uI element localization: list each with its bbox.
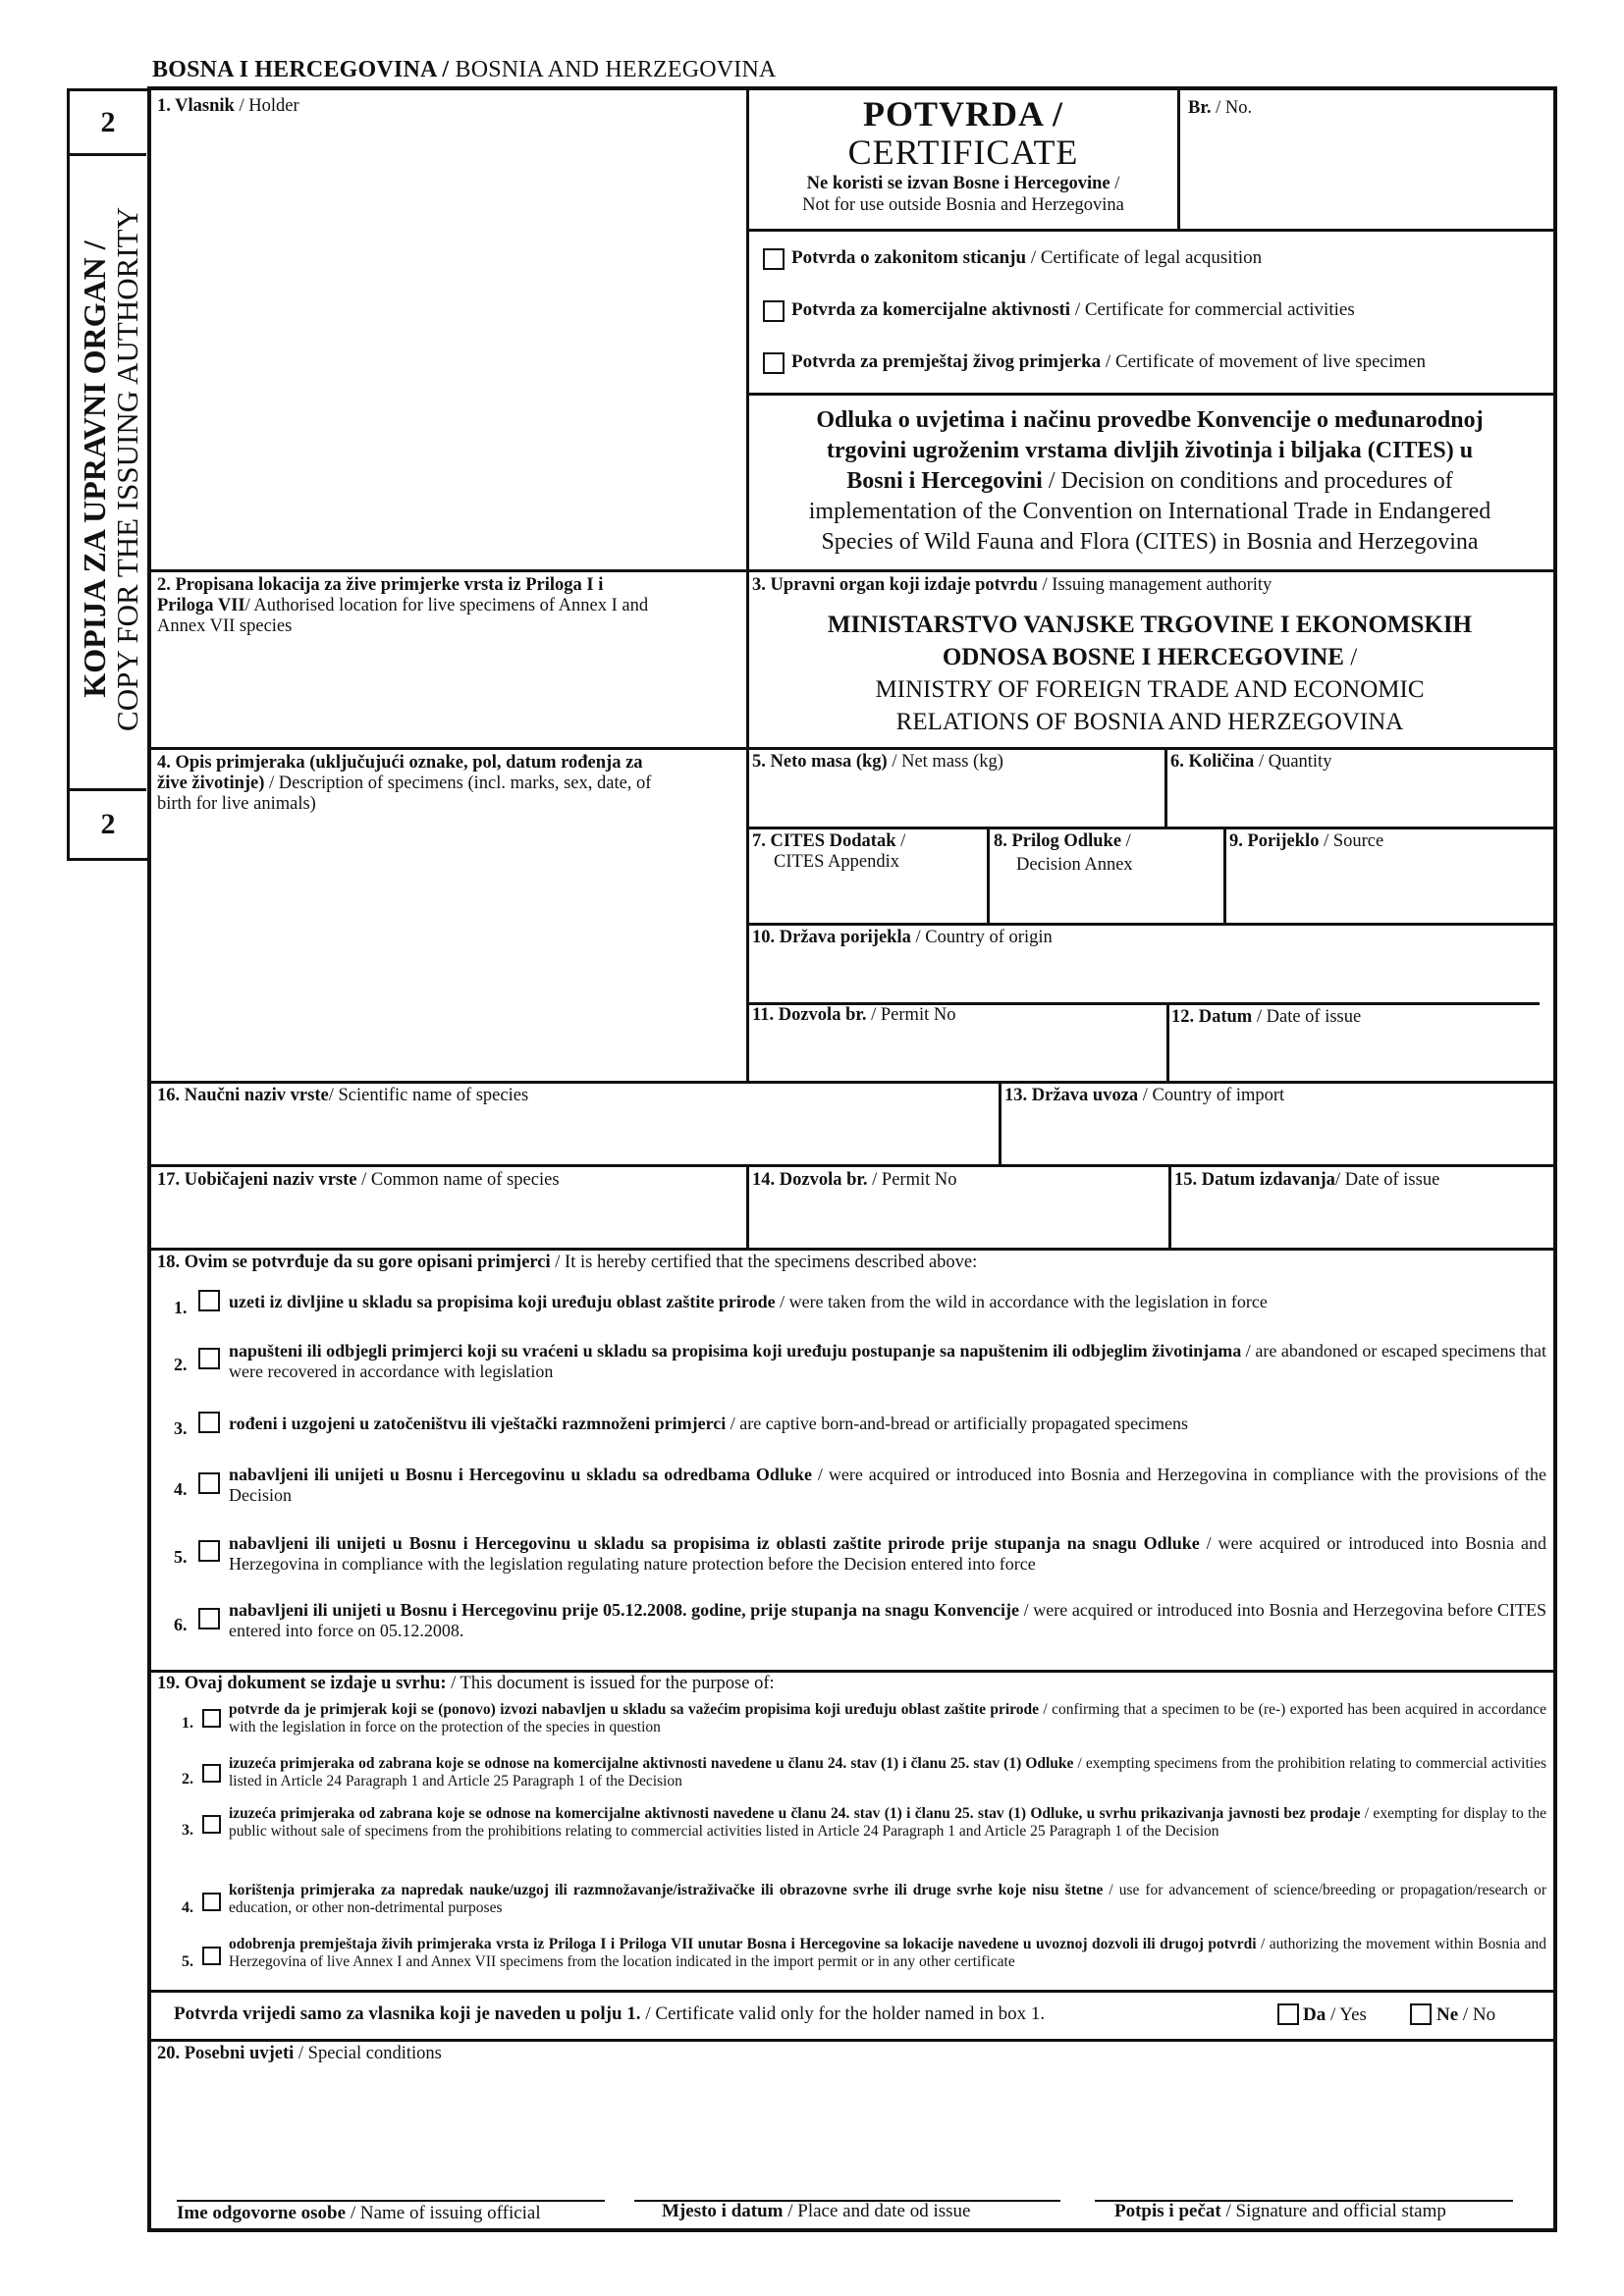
box19-item-2-text: izuzeća primjeraka od zabrana koje se odnose na komercijalne aktivnosti navedene u članu 24. stav (1) i članu 25. stav (1) Odluke / exempting specimens from the prohibition relating to commercial activities listed in Article 24 Paragraph 1 and Article 25 Paragraph 1 of the Decision [229, 1755, 1546, 1789]
box4-label: 4. Opis primjeraka (uključujući oznake, pol, datum rođenja za žive životinje) / Description of specimens (incl. marks, sex, date, of birth for live animals) [157, 753, 652, 814]
country-header-normal: BOSNIA AND HERZEGOVINA [449, 57, 777, 82]
box19-item-number: 3. [182, 1822, 193, 1839]
box19-item-4-checkbox[interactable] [202, 1893, 221, 1911]
box18-item-6-checkbox[interactable] [198, 1608, 220, 1629]
box19-item-5-text: odobrenja premještaja živih primjeraka vrsta iz Priloga I i Priloga VII unutar Bosna i Hercegovine sa lokacije navedene u uvoznoj dozvoli ili drugoj potvrdi / authorizing the movement within Bosnia and Herzegovina of live Annex I and Annex VII specimens from the location indicated in the import permit or in any other certificate [229, 1936, 1546, 1970]
box19-item-number: 2. [182, 1771, 193, 1788]
signature-line-official [177, 2200, 605, 2202]
box15-label: 15. Datum izdavanja/ Date of issue [1174, 1170, 1440, 1190]
box19-item-number: 4. [182, 1899, 193, 1916]
validity-no-checkbox[interactable] [1410, 2003, 1432, 2025]
divider [1177, 90, 1180, 230]
cert-type-legal-label: Potvrda o zakonitom sticanju / Certificate of legal acqusition [791, 247, 1263, 268]
divider [151, 2039, 1553, 2042]
divider [1164, 747, 1167, 828]
divider [151, 1164, 1553, 1167]
box18-item-number: 5. [174, 1547, 188, 1567]
box18-item-number: 2. [174, 1355, 188, 1374]
number-box-label: Br. / No. [1188, 98, 1253, 118]
signature-label-stamp: Potpis i pečat / Signature and official stamp [1114, 2201, 1446, 2221]
divider [746, 229, 1553, 232]
box19-item-number: 1. [182, 1715, 193, 1732]
cert-type-legal-checkbox[interactable] [763, 248, 785, 270]
box18-item-3-text: rođeni i uzgojeni u zatočeništvu ili vještački razmnoženi primjerci / are captive born-and-bread or artificially propagated specimens [229, 1414, 1189, 1433]
copy-number-top: 2 [100, 105, 116, 138]
box19-item-3-text: izuzeća primjeraka od zabrana koje se odnose na komercijalne aktivnosti navedene u članu 24. stav (1) i članu 25. stav (1) Odluke, u svrhu prikazivanja javnosti bez prodaje / exempting for display to the public without sale of specimens from the prohibitions relating to commercial activities listed in Article 24 Paragraph 1 and Article 25 Paragraph 1 of the Decision [229, 1805, 1546, 1840]
box12-label: 12. Datum / Date of issue [1171, 1007, 1362, 1027]
box18-item-number: 1. [174, 1298, 188, 1317]
box19-item-1-text: potvrde da je primjerak koji se (ponovo) izvozi nabavljen u skladu sa važećim propisima koji uređuju oblast zaštite prirode / confirming that a specimen to be (re-) exported has been acquired in accordance with the legislation in force on the protection of the species in question [229, 1701, 1546, 1735]
cert-type-movement-checkbox[interactable] [763, 352, 785, 374]
divider [1223, 827, 1226, 923]
divider [746, 90, 749, 1082]
title-bold: POTVRDA / [862, 94, 1063, 133]
box18-item-2-text: napušteni ili odbjegli primjerci koji su vraćeni u skladu sa propisima koji uređuju postupanje sa napuštenim ili odbjeglim životinjama / are abandoned or escaped specimens that were recovered in accordance with legislation [229, 1341, 1546, 1381]
box6-label: 6. Količina / Quantity [1170, 752, 1332, 772]
divider [1168, 1164, 1171, 1249]
divider [151, 1081, 1553, 1084]
signature-label-official: Ime odgovorne osobe / Name of issuing official [177, 2203, 541, 2223]
box18-item-1-text: uzeti iz divljine u skladu sa propisima koji uređuju oblast zaštite prirode / were taken from the wild in accordance with the legislation in force [229, 1292, 1268, 1311]
box19-label: 19. Ovaj dokument se izdaje u svrhu: / This document is issued for the purpose of: [157, 1674, 775, 1693]
cert-type-commercial-label: Potvrda za komercijalne aktivnosti / Certificate for commercial activities [791, 299, 1355, 320]
box18-item-4-checkbox[interactable] [198, 1472, 220, 1494]
validity-yes-checkbox[interactable] [1277, 2003, 1299, 2025]
cert-type-commercial-checkbox[interactable] [763, 300, 785, 322]
certificate-title: POTVRDA / CERTIFICATE Ne koristi se izvan Bosne i Hercegovine / Not for use outside Bosnia and Herzegovina [749, 94, 1177, 216]
box10-label: 10. Država porijekla / Country of origin [752, 928, 1053, 947]
box18-item-5-checkbox[interactable] [198, 1540, 220, 1562]
divider [151, 747, 1553, 750]
box18-item-6-text: nabavljeni ili unijeti u Bosnu i Hercegovinu prije 05.12.2008. godine, prije stupanja na snagu Konvencije / were acquired or introduced into Bosnia and Herzegovina before CITES entered into force on 05.12.2008. [229, 1600, 1546, 1640]
box2-label: 2. Propisana lokacija za žive primjerke vrsta iz Priloga I i Priloga VII/ Authorised location for live specimens of Annex I and Annex VII species [157, 575, 649, 636]
box18-item-1-checkbox[interactable] [198, 1290, 220, 1311]
validity-yes-label: Da / Yes [1303, 2004, 1367, 2025]
box17-label: 17. Uobičajeni naziv vrste / Common name of species [157, 1170, 560, 1190]
box5-label: 5. Neto masa (kg) / Net mass (kg) [752, 752, 1003, 772]
divider [746, 827, 1553, 829]
box9-label: 9. Porijeklo / Source [1229, 831, 1384, 851]
divider [151, 1248, 1553, 1251]
signature-label-place-date: Mjesto i datum / Place and date od issue [662, 2201, 971, 2221]
side-tab-text-normal: COPY FOR THE ISSUING AUTHORITY [110, 207, 144, 731]
validity-no-label: Ne / No [1436, 2004, 1496, 2025]
box19-item-4-text: korištenja primjeraka za napredak nauke/uzgoj ili razmnožavanje/istraživačke ili obrazovne svrhe ili druge svrhe koje nisu štetne / use for advancement of science/breeding or propagation/research or education, or other non-detrimental purposes [229, 1882, 1546, 1916]
country-header [152, 57, 777, 83]
side-tab-text-bold: KOPIJA ZA UPRAVNI ORGAN / [77, 240, 112, 698]
box14-label: 14. Dozvola br. / Permit No [752, 1170, 957, 1190]
box19-item-2-checkbox[interactable] [202, 1764, 221, 1783]
box8-label: 8. Prilog Odluke / Decision Annex [994, 831, 1133, 875]
country-header-bold: BOSNA I HERCEGOVINA / [152, 57, 450, 82]
box7-label: 7. CITES Dodatak / CITES Appendix [752, 831, 906, 872]
box19-item-1-checkbox[interactable] [202, 1709, 221, 1728]
box18-item-3-checkbox[interactable] [198, 1412, 220, 1433]
divider [999, 1081, 1001, 1165]
box18-item-2-checkbox[interactable] [198, 1348, 220, 1369]
box18-item-number: 4. [174, 1479, 188, 1499]
box3-label: 3. Upravni organ koji izdaje potvrdu / Issuing management authority [752, 575, 1272, 595]
copy-number-bottom: 2 [100, 808, 116, 840]
issuing-authority-name: MINISTARSTVO VANJSKE TRGOVINE I EKONOMSKIH ODNOSA BOSNE I HERCEGOVINE / MINISTRY OF FOREIGN TRADE AND ECONOMIC RELATIONS OF BOSNIA AND HERZEGOVINA [827, 612, 1473, 735]
divider [1166, 1002, 1169, 1082]
validity-statement: Potvrda vrijedi samo za vlasnika koji je naveden u polju 1. / Certificate valid only for the holder named in box 1. [174, 2003, 1046, 2024]
box19-item-5-checkbox[interactable] [202, 1947, 221, 1965]
divider [987, 827, 990, 923]
divider [151, 569, 1553, 572]
box20-label: 20. Posebni uvjeti / Special conditions [157, 2044, 442, 2063]
box1-label: 1. Vlasnik / Holder [157, 96, 299, 116]
box19-item-number: 5. [182, 1953, 193, 1970]
decision-text: Odluka o uvjetima i načinu provedbe Konvencije o međunarodnoj trgovini ugroženim vrstama divljih životinja i biljaka (CITES) u Bosni i Hercegovini / Decision on conditions and procedures of implementation of the Convention on International Trade in Endangered Species of Wild Fauna and Flora (CITES) in Bosnia and Herzegovina [808, 407, 1491, 555]
box13-label: 13. Država uvoza / Country of import [1004, 1086, 1285, 1105]
box18-item-number: 3. [174, 1418, 188, 1438]
divider [746, 1164, 749, 1249]
divider [151, 1670, 1553, 1673]
box18-item-4-text: nabavljeni ili unijeti u Bosnu i Hercegovinu u skladu sa odredbama Odluke / were acquired or introduced into Bosnia and Herzegovina in compliance with the provisions of the Decision [229, 1465, 1546, 1505]
box16-label: 16. Naučni naziv vrste/ Scientific name of species [157, 1086, 529, 1105]
box18-item-number: 6. [174, 1615, 188, 1634]
divider [746, 393, 1553, 396]
divider [746, 923, 1553, 926]
box18-item-5-text: nabavljeni ili unijeti u Bosnu i Hercegovinu u skladu sa propisima iz oblasti zaštite prirode prije stupanja na snagu Odluke / were acquired or introduced into Bosnia and Herzegovina in compliance with the legislation regulating nature protection before the Decision entered into force [229, 1533, 1546, 1574]
cert-type-movement-label: Potvrda za premještaj živog primjerka / Certificate of movement of live specimen [791, 351, 1426, 372]
title-normal: CERTIFICATE [847, 133, 1079, 172]
divider [151, 1990, 1553, 1993]
box18-label: 18. Ovim se potvrđuje da su gore opisani primjerci / It is hereby certified that the specimens described above: [157, 1253, 978, 1272]
side-tab-vertical-text [78, 126, 144, 813]
box19-item-3-checkbox[interactable] [202, 1815, 221, 1834]
box11-label: 11. Dozvola br. / Permit No [752, 1005, 956, 1025]
